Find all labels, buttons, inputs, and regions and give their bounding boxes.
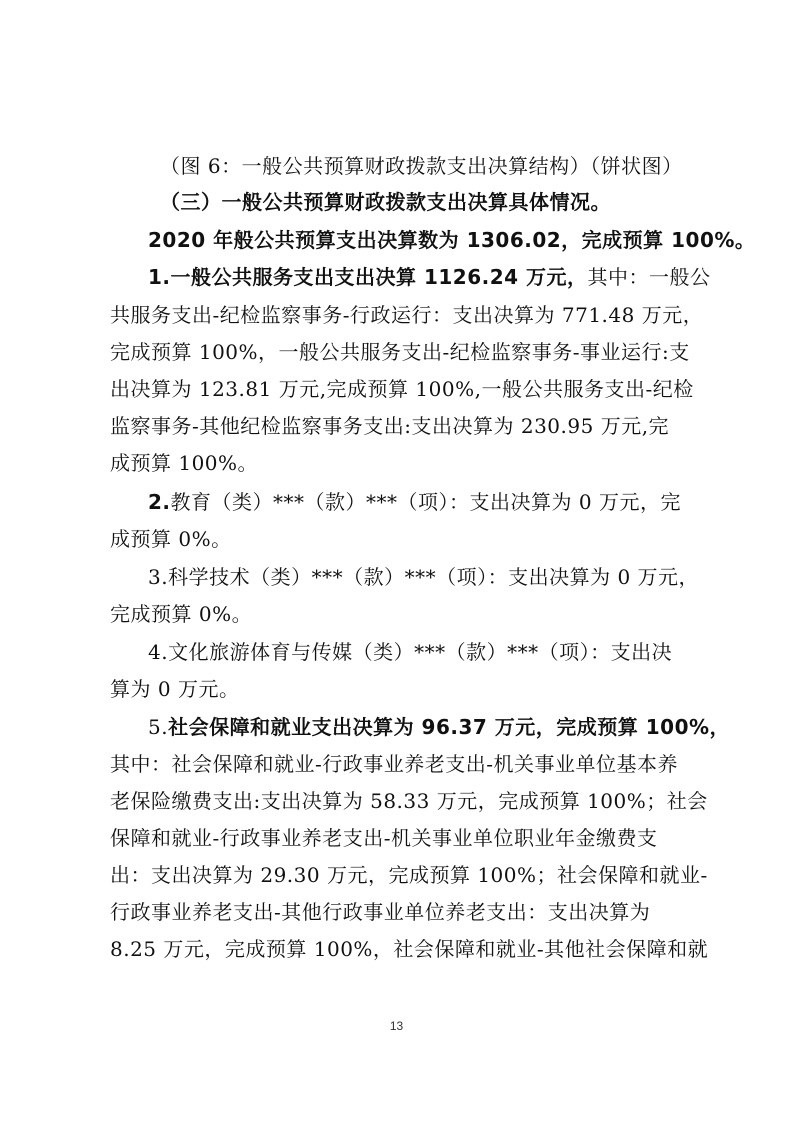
item-2-number: 2. [148,490,171,514]
page-number: 13 [389,1019,404,1033]
item-4-line-1: 4.文化旅游体育与传媒（类）***（款）***（项）：支出决 [148,640,673,664]
item-1-line-6: 成预算 100%。 [110,451,259,475]
item-3-line-2: 完成预算 0%。 [110,602,253,626]
item-1-line-5: 监察事务-其他纪检监察事务支出:支出决算为 230.95 万元,完 [110,414,670,438]
item-5-line-1 [148,709,730,745]
figure-caption: （图 6：一般公共预算财政拨款支出决算结构）（饼状图） [160,154,683,178]
item-5-line-7: 8.25 万元，完成预算 100%，社会保障和就业-其他社会保障和就 [110,937,709,961]
item-5-line-4: 保障和就业-行政事业养老支出-机关事业单位职业年金缴费支 [110,826,658,850]
section-heading: （三）一般公共预算财政拨款支出决算具体情况。 [160,190,611,214]
item-2-text: 教育（类）***（款）***（项）：支出决算为 0 万元，完 [170,490,681,514]
item-1-line-1 [148,259,711,295]
item-4-line-2: 算为 0 万元。 [110,677,240,701]
item-5-line-3: 老保险缴费支出:支出决算为 58.33 万元，完成预算 100%；社会 [110,789,708,813]
item-1-heading: 1.一般公共服务支出支出决算 1126.24 万元， [148,265,588,289]
item-5-line-2: 其中：社会保障和就业-行政事业养老支出-机关事业单位基本养 [110,752,679,776]
item-2-line-2: 成预算 0%。 [110,527,232,551]
item-1-intro: 其中：一般公 [587,265,711,289]
item-1-line-3: 完成预算 100%，一般公共服务支出-纪检监察事务-事业运行:支 [110,340,690,364]
item-5-heading: 社会保障和就业支出决算为 96.37 万元，完成预算 100%， [168,715,731,739]
item-2-line-1 [148,484,681,520]
item-5-line-5: 出：支出决算为 29.30 万元，完成预算 100%；社会保障和就业- [110,863,708,887]
item-5-number: 5. [148,715,169,739]
item-3-line-1: 3.科学技术（类）***（款）***（项）：支出决算为 0 万元， [148,565,700,589]
item-1-line-2: 共服务支出-纪检监察事务-行政运行：支出决算为 771.48 万元， [110,303,704,327]
summary-line: 2020 年般公共预算支出决算数为 1306.02，完成预算 100%。 [148,228,756,252]
item-5-line-6: 行政事业养老支出-其他行政事业单位养老支出：支出决算为 [110,900,651,924]
item-1-line-4: 出决算为 123.81 万元,完成预算 100%,一般公共服务支出-纪检 [110,377,694,401]
